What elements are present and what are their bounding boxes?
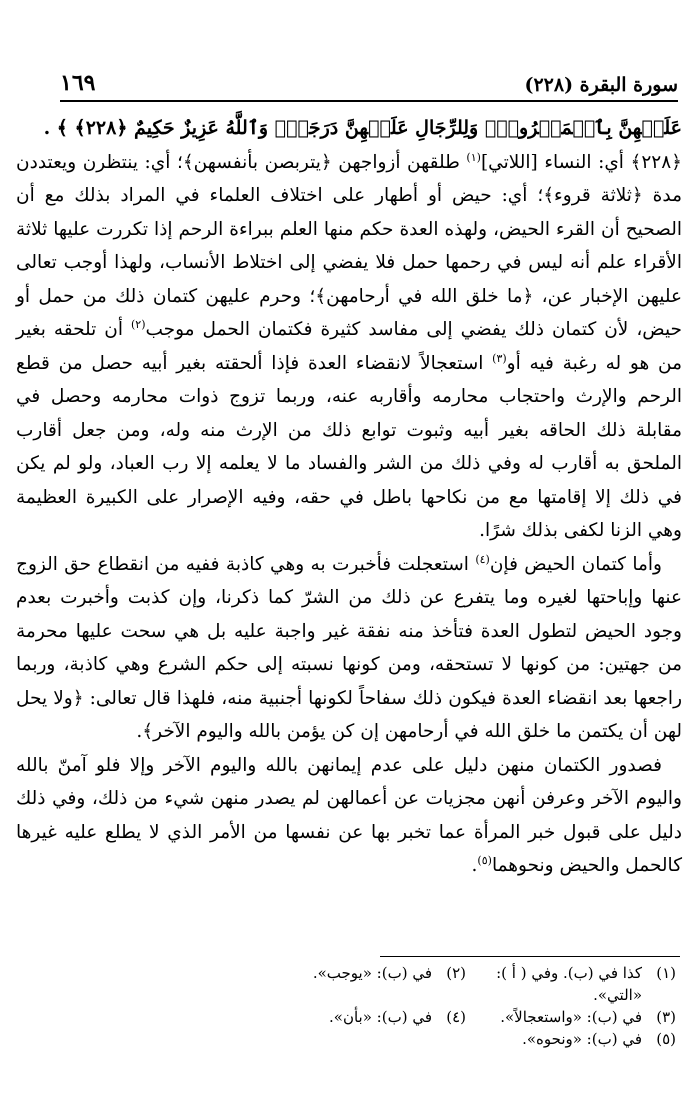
footnote-row xyxy=(20,1006,676,1028)
footnote-number: ( ٤ ) xyxy=(432,1006,466,1028)
footnote-marker: (٥) xyxy=(477,853,492,867)
text-run: استعجالاً لانقضاء العدة فإذا ألحقته بغير أبيه حصل من قطع الرحم والإرث واحتجاب محارمه وأقاربه عنه، وربما تزوج ذوات محارمه وحصل في مقابلة ذلك الحاقه بغير أبيه وثبوت توابع ذلك من الإرث منه وله، ومن جعل أقارب الملحق به أقارب له وفي ذلك من الشر والفساد ما لا يعلمه إلا رب العباد، ولو لم يكن في ذلك إلا إقامتها مع من نكاحها باطل في حقه، وفيه الإصرار على الكبيرة العظيمة وهي الزنا لكفى بذلك شرًا. xyxy=(16,352,682,541)
footnote-marker: (١) xyxy=(466,150,481,164)
text-run: ﴿٢٢٨﴾ أي: النساء [اللاتي] xyxy=(480,151,682,173)
running-title: سورة البقرة (٢٢٨) xyxy=(524,74,678,96)
text-run: أن تلحقه بغير من هو له رغبة فيه أو xyxy=(16,319,683,374)
footnote xyxy=(466,962,676,1006)
paragraph xyxy=(16,749,682,883)
footnote-number: ( ٥ ) xyxy=(642,1028,676,1050)
footnote-row xyxy=(20,1028,676,1050)
text-run: وأما كتمان الحيض فإن xyxy=(489,553,662,575)
footnote-number: ( ١ ) xyxy=(642,962,676,1006)
footnote-marker: (٣) xyxy=(492,351,507,365)
footnote-text: في (ب): «بأن». xyxy=(329,1008,432,1026)
footnote-number: ( ٣ ) xyxy=(642,1006,676,1028)
text-run: طلقهن أزواجهن ﴿يتربصن بأنفسهن﴾؛ أي: ينتظرن ويعتددن مدة ﴿ثلاثة قروء﴾؛ أي: حيض أو أطهار على اختلاف العلماء في المراد بذلك مع أن الصحيح أن القرء الحيض، ولهذه العدة حكم منها العلم ببراءة الرحم إذا تكررت عليها ثلاثة الأقراء علم أنه ليس في رحمها حمل فلا يفضي إلى اختلاط الأنساب، ولهذا أوجب تعالى عليهن الإخبار عن، ﴿ما خلق الله في أرحامهن﴾؛ وحرم عليهن كتمان ذلك من حمل أو حيض، لأن كتمان ذلك يفضي إلى مفاسد كثيرة فكتمان الحمل موجب xyxy=(16,151,682,340)
paragraph xyxy=(16,548,682,749)
footnote xyxy=(466,1006,676,1028)
footnote-text: في (ب): «يوجب». xyxy=(312,964,432,982)
quran-verse-line: عَلَيۡهِنَّ بِٱلۡمَعۡرُوفِۚ وَلِلرِّجَالِ عَلَيۡهِنَّ دَرَجَةٞۗ وَٱللَّهُ عَزِيزٌ حَكِيمٌ ﴿٢٢٨﴾ ﴾ . xyxy=(43,117,682,139)
footnote-text: في (ب): «ونحوه». xyxy=(522,1030,642,1048)
footnote xyxy=(466,1028,676,1050)
text-run: فصدور الكتمان منهن دليل على عدم إيمانهن بالله واليوم الآخر وإلا فلو آمنّ بالله واليوم الآخر وعرفن أنهن مجزيات عن أعمالهن لم يصدر منهن شيء من ذلك، وفي ذلك دليل على قبول خبر المرأة عما تخبر بها عن نفسها من الأمر الذي لا يطلع عليه غيرها كالحمل والحيض ونحوهما xyxy=(16,754,682,876)
footnote-divider xyxy=(18,956,680,958)
footnote-row xyxy=(20,962,676,1006)
footnote xyxy=(256,962,466,1006)
page-header xyxy=(60,66,678,102)
page-number: ١٦٩ xyxy=(60,70,96,96)
footnote-marker: (٢) xyxy=(131,317,146,331)
footnote-text: كذا في (ب). وفي ( أ ): «التي». xyxy=(496,964,642,1004)
footnote-text: في (ب): «واستعجالاً». xyxy=(500,1008,642,1026)
footnote-marker: (٤) xyxy=(475,552,490,566)
body-text xyxy=(16,112,682,883)
text-run: استعجلت فأخبرت به وهي كاذبة ففيه من انقطاع حق الزوج عنها وإباحتها لغيره وما يتفرع عن ذلك من الشرّ كما ذكرنا، وإن كذبت وأخبرت بعدم وجود الحيض لتطول العدة فتأخذ منه نفقة غير واجبة عليه بل هي سحت عليها محرمة من جهتين: من كونها لا تستحقه، ومن كونها نسبته إلى حكم الشرع وهي كاذبة، وربما راجعها بعد انقضاء العدة فيكون ذلك سفاحاً لكونها أجنبية منه، فلهذا قال تعالى: ﴿ولا يحل لهن أن يكتمن ما خلق الله في أرحامهن إن كن يؤمن بالله واليوم الآخر﴾. xyxy=(16,553,682,742)
footnote-number: ( ٢ ) xyxy=(432,962,466,1006)
paragraph xyxy=(16,146,682,548)
footnote xyxy=(256,1006,466,1028)
text-run: . xyxy=(471,855,478,876)
footnotes xyxy=(20,962,676,1050)
